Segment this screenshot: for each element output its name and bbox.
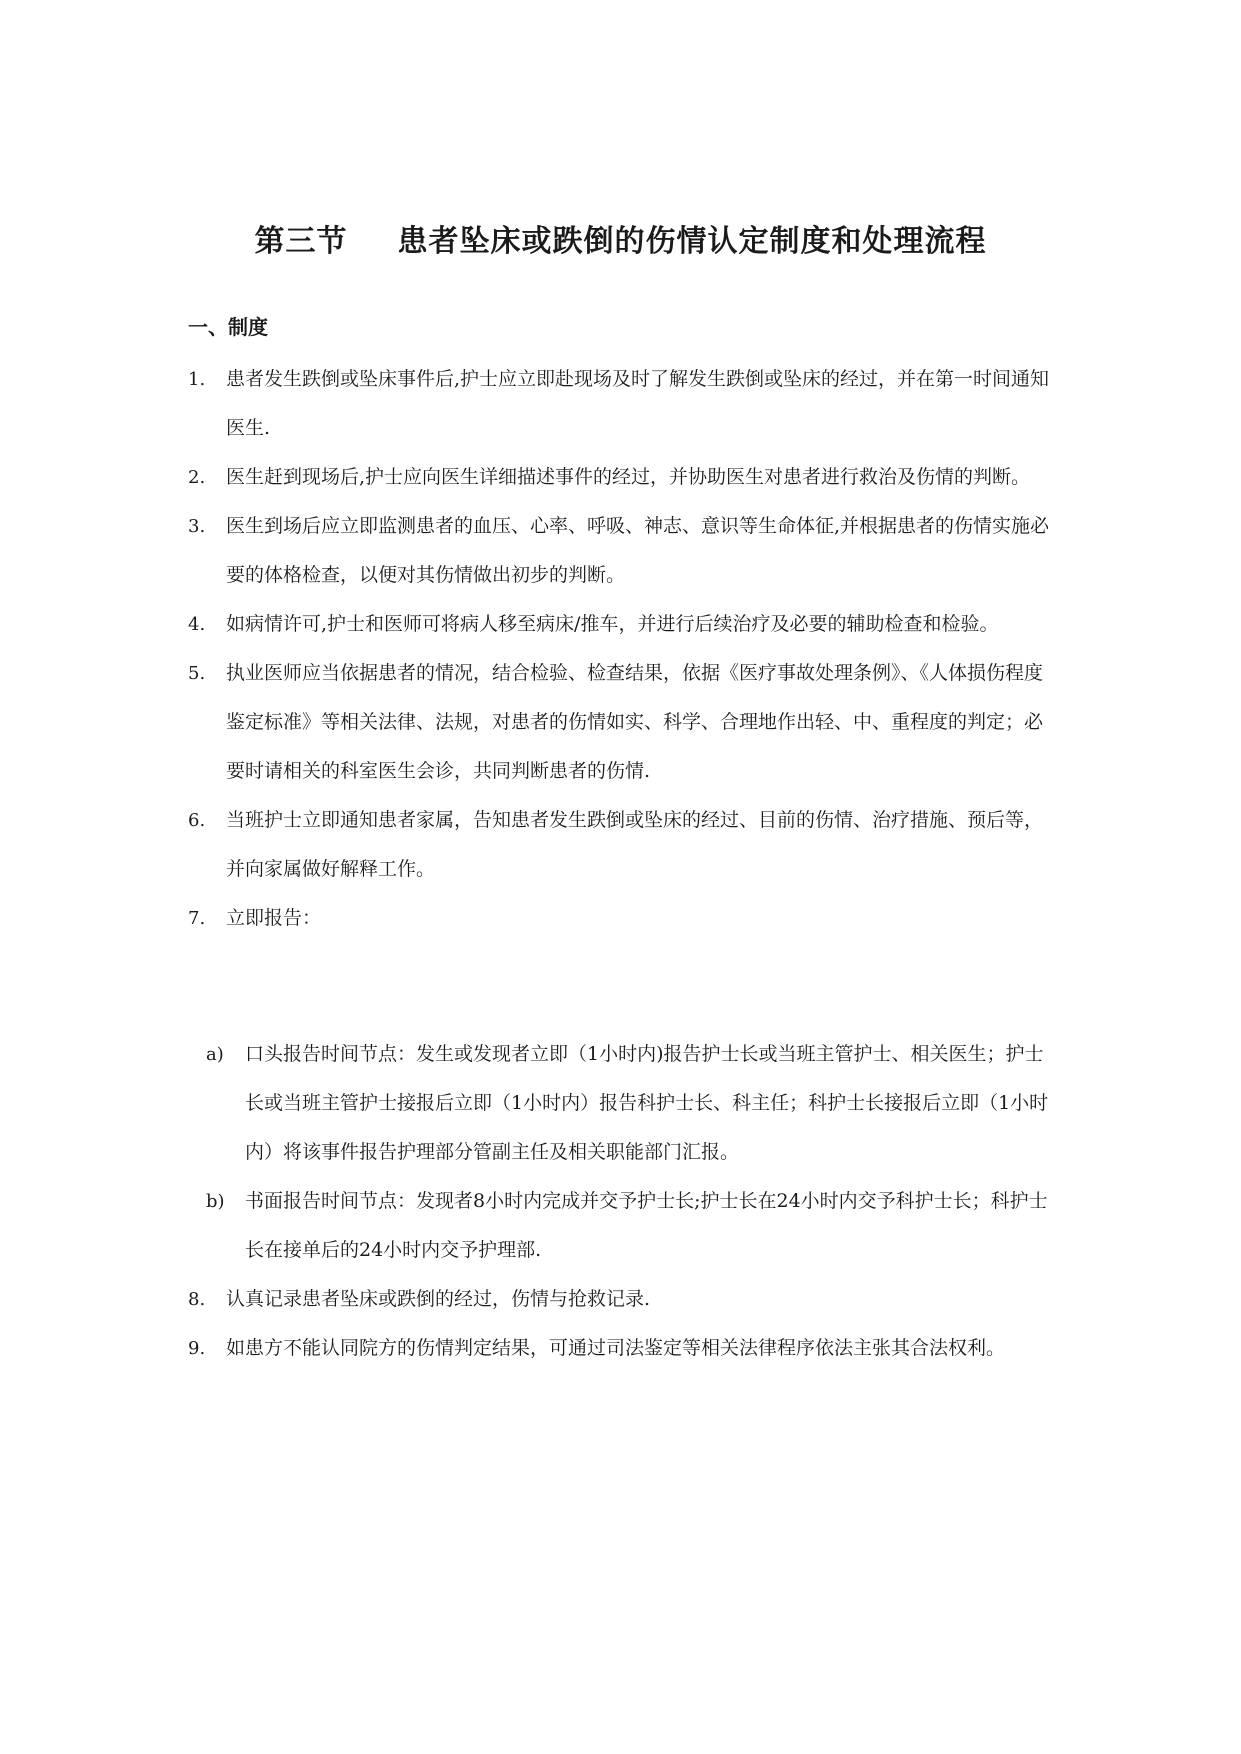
item-number: 9. (188, 1338, 206, 1359)
policy-list (188, 355, 1058, 943)
item-text: 如病情许可,护士和医师可将病人移至病床/推车，并进行后续治疗及必要的辅助检查和检验。 (226, 613, 999, 635)
list-item (188, 453, 1058, 502)
item-text: 立即报告： (226, 907, 322, 929)
item-text: 医生到场后应立即监测患者的血压、心率、呼吸、神志、意识等生命体征,并根据患者的伤情实施必要的体格检查，以便对其伤情做出初步的判断。 (226, 515, 1050, 586)
sub-list-item (188, 1177, 1058, 1275)
item-number: 8. (188, 1289, 206, 1310)
item-text: 当班护士立即通知患者家属，告知患者发生跌倒或坠床的经过、目前的伤情、治疗措施、预后等，并向家属做好解释工作。 (226, 809, 1044, 880)
list-item (188, 796, 1058, 894)
sub-list-item (188, 1030, 1058, 1177)
list-item (188, 649, 1058, 796)
list-item (188, 502, 1058, 600)
item-number: 4. (188, 614, 206, 635)
report-sublist (188, 1030, 1058, 1275)
title-section-number: 第三节 (254, 224, 348, 259)
page-title (0, 222, 1241, 262)
sub-item-number: a) (206, 1044, 224, 1065)
list-item (188, 894, 1058, 943)
item-number: 3. (188, 516, 206, 537)
item-number: 7. (188, 908, 206, 929)
sub-item-number: b) (206, 1191, 225, 1212)
item-text: 认真记录患者坠床或跌倒的经过，伤情与抢救记录. (226, 1288, 651, 1310)
item-number: 5. (188, 663, 206, 684)
item-number: 2. (188, 467, 206, 488)
item-number: 6. (188, 810, 206, 831)
title-text: 患者坠床或跌倒的伤情认定制度和处理流程 (397, 224, 987, 259)
list-item (188, 1275, 1058, 1324)
list-item (188, 1324, 1058, 1373)
item-number: 1. (188, 369, 206, 390)
sub-item-text: 书面报告时间节点：发现者8小时内完成并交予护士长;护士长在24小时内交予科护士长；科护士长在接单后的24小时内交予护理部. (245, 1190, 1048, 1261)
item-text: 患者发生跌倒或坠床事件后,护士应立即赴现场及时了解发生跌倒或坠床的经过，并在第一时间通知医生. (226, 368, 1050, 439)
item-text: 执业医师应当依据患者的情况，结合检验、检查结果，依据《医疗事故处理条例》、《人体损伤程度鉴定标准》等相关法律、法规，对患者的伤情如实、科学、合理地作出轻、中、重程度的判定；必要时请相关的科室医生会诊，共同判断患者的伤情. (226, 662, 1044, 782)
item-text: 医生赶到现场后,护士应向医生详细描述事件的经过，并协助医生对患者进行救治及伤情的判断。 (226, 466, 1031, 488)
list-item (188, 600, 1058, 649)
policy-list-continued (188, 1275, 1058, 1373)
list-item (188, 355, 1058, 453)
section-heading: 一、制度 (188, 315, 268, 339)
sub-item-text: 口头报告时间节点：发生或发现者立即（1小时内)报告护士长或当班主管护士、相关医生；护士长或当班主管护士接报后立即（1小时内）报告科护士长、科主任；科护士长接报后立即（1小时内）将该事件报告护理部分管副主任及相关职能部门汇报。 (245, 1043, 1049, 1163)
item-text: 如患方不能认同院方的伤情判定结果，可通过司法鉴定等相关法律程序依法主张其合法权利。 (226, 1337, 1006, 1359)
